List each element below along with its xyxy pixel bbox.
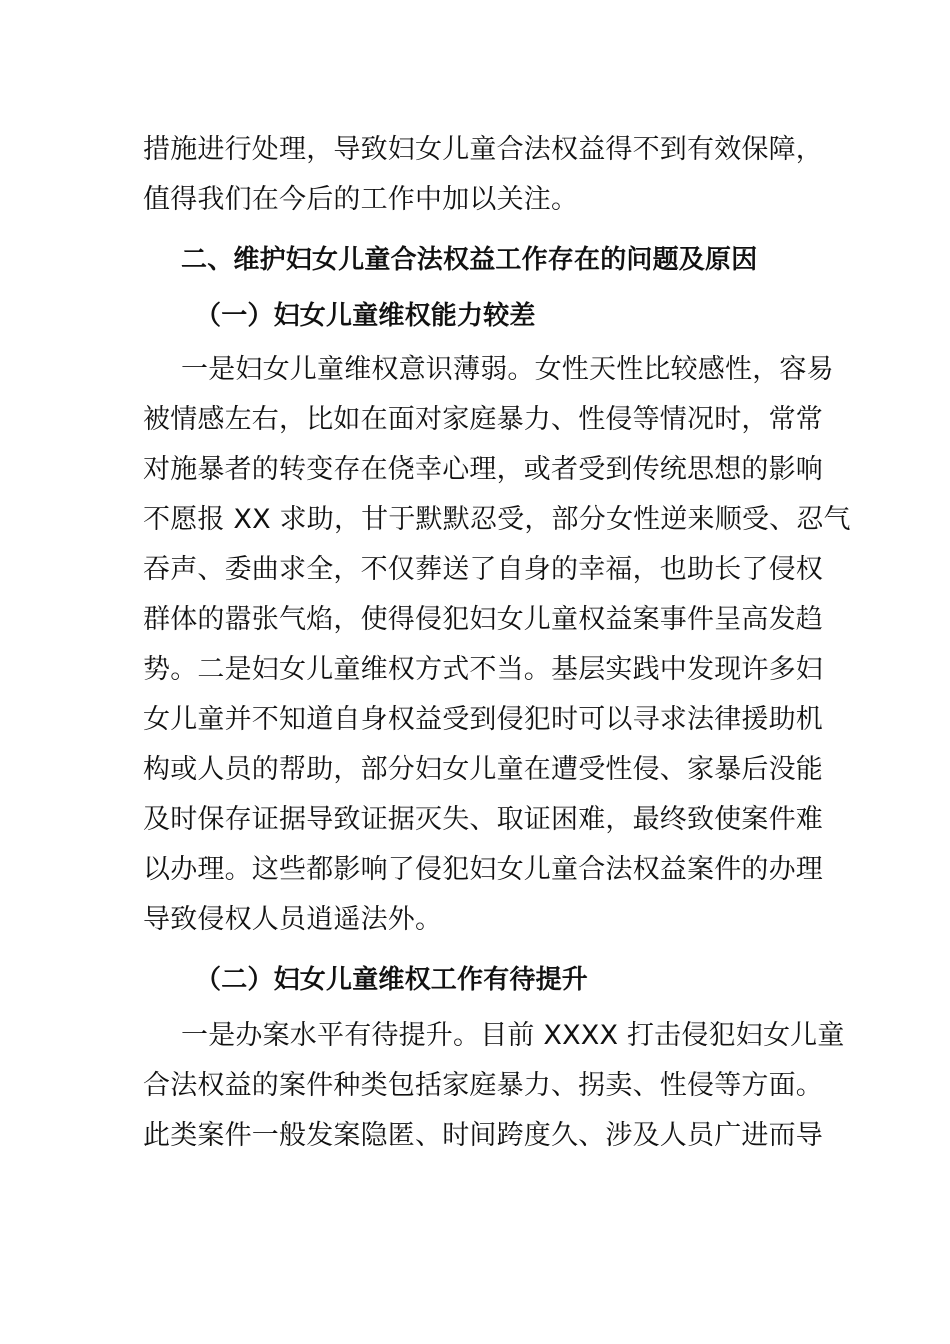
paragraph-line: 不愿报 XX 求助，甘于默默忍受，部分女性逆来顺受、忍气 [143,504,851,535]
paragraph-line: 吞声、委曲求全，不仅葬送了自身的幸福，也助长了侵权 [143,554,823,585]
paragraph-line: 女儿童并不知道自身权益受到侵犯时可以寻求法律援助机 [143,704,823,735]
paragraph-line: 一是妇女儿童维权意识薄弱。女性天性比较感性，容易 [181,354,834,385]
paragraph-line: 此类案件一般发案隐匿、时间跨度久、涉及人员广进而导 [143,1120,823,1151]
subsection-heading-1: （一）妇女儿童维权能力较差 [195,301,536,331]
paragraph-line: 势。二是妇女儿童维权方式不当。基层实践中发现许多妇 [143,654,823,685]
paragraph-line: 构或人员的帮助，部分妇女儿童在遭受性侵、家暴后没能 [143,754,823,785]
paragraph-line: 导致侵权人员逍遥法外。 [143,904,443,935]
document-body [143,125,851,1161]
paragraph-line: 值得我们在今后的工作中加以关注。 [143,184,579,215]
paragraph-line: 一是办案水平有待提升。目前 XXXX 打击侵犯妇女儿童 [181,1020,845,1051]
paragraph-line: 被情感左右，比如在面对家庭暴力、性侵等情况时，常常 [143,404,823,435]
paragraph-line: 对施暴者的转变存在侥幸心理，或者受到传统思想的影响 [143,454,823,485]
paragraph-line: 及时保存证据导致证据灭失、取证困难，最终致使案件难 [143,804,823,835]
subsection-heading-2: （二）妇女儿童维权工作有待提升 [195,965,589,995]
section-heading: 二、维护妇女儿童合法权益工作存在的问题及原因 [181,245,758,275]
paragraph-line: 合法权益的案件种类包括家庭暴力、拐卖、性侵等方面。 [143,1070,823,1101]
paragraph-line: 措施进行处理，导致妇女儿童合法权益得不到有效保障， [143,134,823,165]
paragraph-line: 群体的嚣张气焰，使得侵犯妇女儿童权益案事件呈高发趋 [143,604,823,635]
paragraph-line: 以办理。这些都影响了侵犯妇女儿童合法权益案件的办理 [143,854,823,885]
